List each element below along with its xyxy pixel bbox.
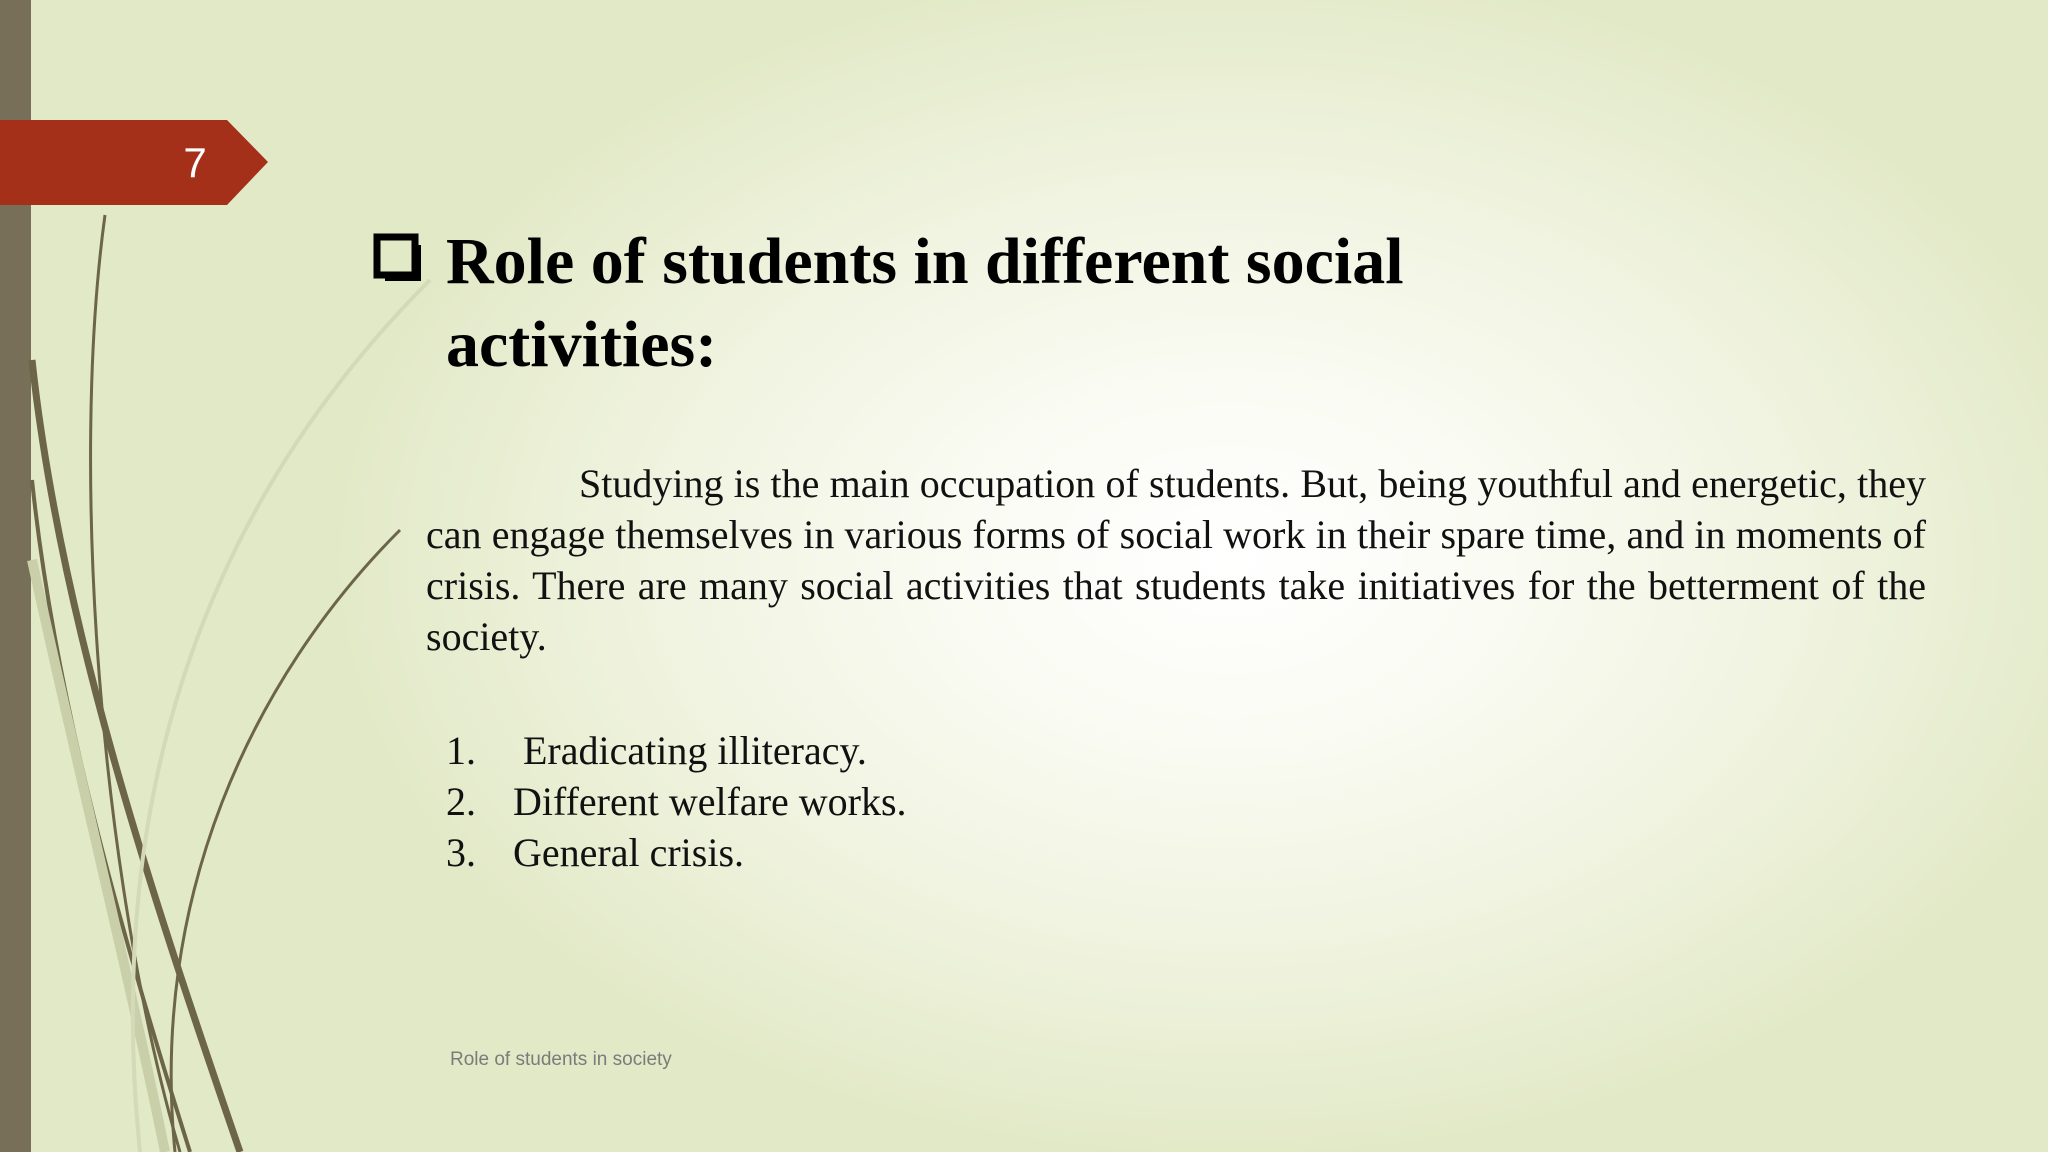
- list-item-text: Different welfare works.: [513, 779, 907, 824]
- page-number: 7: [183, 139, 207, 186]
- list-item: [446, 776, 1546, 827]
- activity-list: [446, 725, 1546, 878]
- list-item: [446, 725, 1546, 776]
- list-item: [446, 827, 1546, 878]
- list-item-number: 1.: [446, 728, 476, 773]
- list-item-number: 2.: [446, 779, 476, 824]
- list-item-text: General crisis.: [513, 830, 745, 875]
- checkbox-square-icon: [373, 233, 426, 286]
- body-paragraph: Studying is the main occupation of students. But, being youthful and energetic, they can engage themselves in various forms of social work in their spare time, and in moments of crisis. There are many social activities that students take initiatives for the betterment of the society.: [426, 461, 1926, 659]
- slide-footer: Role of students in society: [450, 1049, 672, 1070]
- list-item-number: 3.: [446, 830, 476, 875]
- slide-title: Role of students in different social activities:: [446, 225, 1404, 381]
- list-item-text: Eradicating illiteracy.: [513, 728, 867, 773]
